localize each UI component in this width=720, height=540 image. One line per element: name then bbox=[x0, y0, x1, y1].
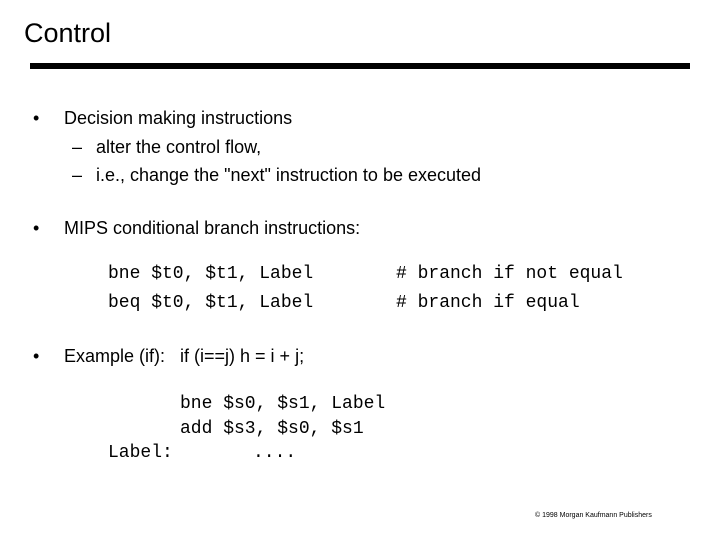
dash-marker: – bbox=[72, 165, 83, 185]
title-rule bbox=[30, 63, 690, 69]
code-comment-equal: # branch if equal bbox=[396, 293, 580, 313]
example-code-dots: .... bbox=[253, 443, 297, 463]
copyright-notice: © 1998 Morgan Kaufmann Publishers bbox=[535, 512, 652, 519]
example-code-label: Label: bbox=[108, 443, 173, 463]
bullet-decision-making: Decision making instructions bbox=[64, 108, 293, 128]
bullet-example-if: Example (if): if (i==j) h = i + j; bbox=[64, 346, 305, 366]
example-code-bne: bne $s0, $s1, Label bbox=[180, 394, 386, 414]
slide-title: Control bbox=[24, 18, 112, 48]
bullet-marker: • bbox=[33, 108, 40, 128]
sub-bullet-next-instruction: i.e., change the "next" instruction to be executed bbox=[96, 165, 482, 185]
code-comment-not-equal: # branch if not equal bbox=[396, 264, 623, 284]
bullet-marker: • bbox=[33, 218, 40, 238]
code-line-bne: bne $t0, $t1, Label bbox=[108, 264, 314, 284]
code-line-beq: beq $t0, $t1, Label bbox=[108, 293, 314, 313]
sub-bullet-alter-flow: alter the control flow, bbox=[96, 137, 262, 157]
bullet-marker: • bbox=[33, 346, 40, 366]
bullet-mips-branch: MIPS conditional branch instructions: bbox=[64, 218, 361, 238]
example-code-add: add $s3, $s0, $s1 bbox=[180, 419, 364, 439]
dash-marker: – bbox=[72, 137, 83, 157]
